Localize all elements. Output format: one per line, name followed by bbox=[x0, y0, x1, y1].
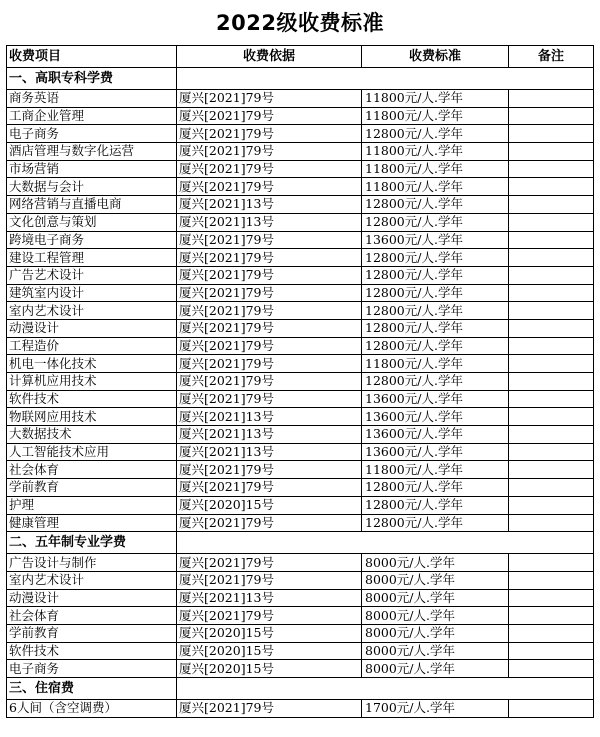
fee-basis-cell: 厦兴[2021]13号 bbox=[177, 213, 362, 231]
fee-note-cell bbox=[509, 178, 594, 196]
fee-note-cell bbox=[509, 642, 594, 660]
table-row bbox=[7, 443, 594, 461]
fee-basis-cell: 厦兴[2020]15号 bbox=[177, 660, 362, 678]
fee-item-cell: 健康管理 bbox=[7, 514, 177, 532]
fee-basis-cell: 厦兴[2021]79号 bbox=[177, 302, 362, 320]
fee-note-cell bbox=[509, 231, 594, 249]
fee-amount-cell: 11800元/人.学年 bbox=[362, 143, 509, 161]
table-row bbox=[7, 496, 594, 514]
fee-note-cell bbox=[509, 160, 594, 178]
fee-note-cell bbox=[509, 249, 594, 267]
section-spacer-cell bbox=[177, 532, 594, 554]
section-title: 二、五年制专业学费 bbox=[7, 532, 177, 554]
table-row bbox=[7, 160, 594, 178]
fee-item-cell: 6人间（含空调费） bbox=[7, 700, 177, 718]
fee-item-cell: 社会体育 bbox=[7, 607, 177, 625]
fee-amount-cell: 12800元/人.学年 bbox=[362, 125, 509, 143]
column-header-item: 收费项目 bbox=[7, 46, 177, 68]
fee-item-cell: 社会体育 bbox=[7, 461, 177, 479]
fee-amount-cell: 12800元/人.学年 bbox=[362, 302, 509, 320]
fee-amount-cell: 11800元/人.学年 bbox=[362, 178, 509, 196]
fee-basis-cell: 厦兴[2021]79号 bbox=[177, 125, 362, 143]
fee-basis-cell: 厦兴[2021]13号 bbox=[177, 589, 362, 607]
fee-item-cell: 建设工程管理 bbox=[7, 249, 177, 267]
fee-note-cell bbox=[509, 266, 594, 284]
section-header-row bbox=[7, 532, 594, 554]
fee-item-cell: 大数据技术 bbox=[7, 426, 177, 444]
fee-note-cell bbox=[509, 514, 594, 532]
fee-amount-cell: 12800元/人.学年 bbox=[362, 266, 509, 284]
table-row bbox=[7, 624, 594, 642]
section-title: 三、住宿费 bbox=[7, 678, 177, 700]
fee-basis-cell: 厦兴[2021]79号 bbox=[177, 571, 362, 589]
table-row bbox=[7, 143, 594, 161]
fee-item-cell: 机电一体化技术 bbox=[7, 355, 177, 373]
table-row bbox=[7, 700, 594, 718]
fee-basis-cell: 厦兴[2021]79号 bbox=[177, 178, 362, 196]
table-row bbox=[7, 589, 594, 607]
fee-table-body bbox=[7, 46, 594, 718]
fee-amount-cell: 13600元/人.学年 bbox=[362, 443, 509, 461]
table-row bbox=[7, 284, 594, 302]
fee-note-cell bbox=[509, 624, 594, 642]
fee-amount-cell: 13600元/人.学年 bbox=[362, 426, 509, 444]
fee-amount-cell: 12800元/人.学年 bbox=[362, 213, 509, 231]
fee-basis-cell: 厦兴[2021]79号 bbox=[177, 554, 362, 572]
table-row bbox=[7, 461, 594, 479]
fee-basis-cell: 厦兴[2021]79号 bbox=[177, 461, 362, 479]
column-header-basis: 收费依据 bbox=[177, 46, 362, 68]
table-row bbox=[7, 479, 594, 497]
fee-amount-cell: 11800元/人.学年 bbox=[362, 355, 509, 373]
fee-item-cell: 商务英语 bbox=[7, 90, 177, 108]
fee-note-cell bbox=[509, 571, 594, 589]
table-row bbox=[7, 642, 594, 660]
fee-basis-cell: 厦兴[2021]79号 bbox=[177, 107, 362, 125]
fee-basis-cell: 厦兴[2021]79号 bbox=[177, 249, 362, 267]
table-row bbox=[7, 408, 594, 426]
fee-note-cell bbox=[509, 496, 594, 514]
fee-note-cell bbox=[509, 408, 594, 426]
table-row bbox=[7, 231, 594, 249]
fee-amount-cell: 8000元/人.学年 bbox=[362, 571, 509, 589]
fee-note-cell bbox=[509, 355, 594, 373]
fee-basis-cell: 厦兴[2021]79号 bbox=[177, 319, 362, 337]
fee-item-cell: 学前教育 bbox=[7, 624, 177, 642]
fee-amount-cell: 11800元/人.学年 bbox=[362, 160, 509, 178]
fee-amount-cell: 8000元/人.学年 bbox=[362, 589, 509, 607]
section-title: 一、高职专科学费 bbox=[7, 68, 177, 90]
fee-amount-cell: 12800元/人.学年 bbox=[362, 337, 509, 355]
fee-note-cell bbox=[509, 213, 594, 231]
table-row bbox=[7, 355, 594, 373]
fee-amount-cell: 11800元/人.学年 bbox=[362, 461, 509, 479]
fee-note-cell bbox=[509, 426, 594, 444]
fee-amount-cell: 8000元/人.学年 bbox=[362, 660, 509, 678]
fee-basis-cell: 厦兴[2021]79号 bbox=[177, 231, 362, 249]
fee-note-cell bbox=[509, 700, 594, 718]
fee-note-cell bbox=[509, 479, 594, 497]
fee-item-cell: 学前教育 bbox=[7, 479, 177, 497]
fee-amount-cell: 11800元/人.学年 bbox=[362, 107, 509, 125]
fee-basis-cell: 厦兴[2021]79号 bbox=[177, 337, 362, 355]
fee-basis-cell: 厦兴[2021]79号 bbox=[177, 143, 362, 161]
fee-item-cell: 护理 bbox=[7, 496, 177, 514]
table-row bbox=[7, 514, 594, 532]
fee-note-cell bbox=[509, 337, 594, 355]
fee-item-cell: 市场营销 bbox=[7, 160, 177, 178]
table-row bbox=[7, 554, 594, 572]
fee-amount-cell: 12800元/人.学年 bbox=[362, 284, 509, 302]
fee-amount-cell: 13600元/人.学年 bbox=[362, 231, 509, 249]
fee-item-cell: 室内艺术设计 bbox=[7, 571, 177, 589]
table-row bbox=[7, 660, 594, 678]
table-row bbox=[7, 196, 594, 214]
fee-item-cell: 大数据与会计 bbox=[7, 178, 177, 196]
section-spacer-cell bbox=[177, 68, 594, 90]
fee-note-cell bbox=[509, 373, 594, 391]
fee-basis-cell: 厦兴[2021]79号 bbox=[177, 266, 362, 284]
fee-note-cell bbox=[509, 143, 594, 161]
fee-note-cell bbox=[509, 461, 594, 479]
fee-basis-cell: 厦兴[2021]13号 bbox=[177, 408, 362, 426]
fee-note-cell bbox=[509, 319, 594, 337]
fee-item-cell: 网络营销与直播电商 bbox=[7, 196, 177, 214]
fee-amount-cell: 8000元/人.学年 bbox=[362, 624, 509, 642]
fee-amount-cell: 12800元/人.学年 bbox=[362, 373, 509, 391]
fee-basis-cell: 厦兴[2020]15号 bbox=[177, 642, 362, 660]
fee-basis-cell: 厦兴[2021]79号 bbox=[177, 284, 362, 302]
fee-amount-cell: 12800元/人.学年 bbox=[362, 319, 509, 337]
fee-note-cell bbox=[509, 125, 594, 143]
fee-item-cell: 软件技术 bbox=[7, 390, 177, 408]
fee-note-cell bbox=[509, 107, 594, 125]
fee-note-cell bbox=[509, 90, 594, 108]
fee-basis-cell: 厦兴[2021]79号 bbox=[177, 479, 362, 497]
fee-note-cell bbox=[509, 284, 594, 302]
fee-item-cell: 动漫设计 bbox=[7, 319, 177, 337]
table-row bbox=[7, 90, 594, 108]
fee-basis-cell: 厦兴[2020]15号 bbox=[177, 624, 362, 642]
fee-item-cell: 物联网应用技术 bbox=[7, 408, 177, 426]
table-header-row bbox=[7, 46, 594, 68]
table-row bbox=[7, 607, 594, 625]
fee-item-cell: 工程造价 bbox=[7, 337, 177, 355]
fee-basis-cell: 厦兴[2021]79号 bbox=[177, 373, 362, 391]
table-row bbox=[7, 319, 594, 337]
fee-basis-cell: 厦兴[2020]15号 bbox=[177, 496, 362, 514]
fee-item-cell: 电子商务 bbox=[7, 125, 177, 143]
fee-amount-cell: 8000元/人.学年 bbox=[362, 554, 509, 572]
fee-note-cell bbox=[509, 302, 594, 320]
fee-amount-cell: 13600元/人.学年 bbox=[362, 408, 509, 426]
table-row bbox=[7, 373, 594, 391]
fee-basis-cell: 厦兴[2021]79号 bbox=[177, 514, 362, 532]
fee-basis-cell: 厦兴[2021]13号 bbox=[177, 196, 362, 214]
table-row bbox=[7, 571, 594, 589]
fee-note-cell bbox=[509, 443, 594, 461]
fee-item-cell: 人工智能技术应用 bbox=[7, 443, 177, 461]
table-row bbox=[7, 266, 594, 284]
section-spacer-cell bbox=[177, 678, 594, 700]
fee-item-cell: 广告设计与制作 bbox=[7, 554, 177, 572]
fee-item-cell: 室内艺术设计 bbox=[7, 302, 177, 320]
fee-item-cell: 动漫设计 bbox=[7, 589, 177, 607]
fee-note-cell bbox=[509, 196, 594, 214]
fee-amount-cell: 13600元/人.学年 bbox=[362, 390, 509, 408]
fee-basis-cell: 厦兴[2021]79号 bbox=[177, 160, 362, 178]
fee-amount-cell: 12800元/人.学年 bbox=[362, 479, 509, 497]
table-row bbox=[7, 213, 594, 231]
table-row bbox=[7, 390, 594, 408]
table-row bbox=[7, 178, 594, 196]
table-row bbox=[7, 125, 594, 143]
fee-amount-cell: 12800元/人.学年 bbox=[362, 196, 509, 214]
fee-item-cell: 电子商务 bbox=[7, 660, 177, 678]
fee-basis-cell: 厦兴[2021]79号 bbox=[177, 700, 362, 718]
fee-basis-cell: 厦兴[2021]79号 bbox=[177, 607, 362, 625]
fee-item-cell: 广告艺术设计 bbox=[7, 266, 177, 284]
fee-note-cell bbox=[509, 660, 594, 678]
fee-note-cell bbox=[509, 607, 594, 625]
table-row bbox=[7, 107, 594, 125]
fee-item-cell: 软件技术 bbox=[7, 642, 177, 660]
fee-item-cell: 文化创意与策划 bbox=[7, 213, 177, 231]
fee-note-cell bbox=[509, 589, 594, 607]
column-header-fee: 收费标准 bbox=[362, 46, 509, 68]
fee-item-cell: 酒店管理与数字化运营 bbox=[7, 143, 177, 161]
fee-amount-cell: 12800元/人.学年 bbox=[362, 514, 509, 532]
section-header-row bbox=[7, 68, 594, 90]
page-title: 2022级收费标准 bbox=[216, 11, 384, 35]
fee-basis-cell: 厦兴[2021]79号 bbox=[177, 390, 362, 408]
fee-item-cell: 计算机应用技术 bbox=[7, 373, 177, 391]
fee-table bbox=[6, 45, 594, 718]
column-header-note: 备注 bbox=[509, 46, 594, 68]
table-row bbox=[7, 302, 594, 320]
table-row bbox=[7, 337, 594, 355]
fee-basis-cell: 厦兴[2021]79号 bbox=[177, 90, 362, 108]
fee-basis-cell: 厦兴[2021]79号 bbox=[177, 355, 362, 373]
fee-item-cell: 建筑室内设计 bbox=[7, 284, 177, 302]
fee-basis-cell: 厦兴[2021]13号 bbox=[177, 426, 362, 444]
fee-amount-cell: 11800元/人.学年 bbox=[362, 90, 509, 108]
fee-item-cell: 跨境电子商务 bbox=[7, 231, 177, 249]
table-row bbox=[7, 249, 594, 267]
fee-amount-cell: 12800元/人.学年 bbox=[362, 249, 509, 267]
fee-amount-cell: 1700元/人.学年 bbox=[362, 700, 509, 718]
fee-note-cell bbox=[509, 390, 594, 408]
fee-note-cell bbox=[509, 554, 594, 572]
fee-basis-cell: 厦兴[2021]13号 bbox=[177, 443, 362, 461]
table-row bbox=[7, 426, 594, 444]
fee-amount-cell: 12800元/人.学年 bbox=[362, 496, 509, 514]
fee-amount-cell: 8000元/人.学年 bbox=[362, 607, 509, 625]
section-header-row bbox=[7, 678, 594, 700]
fee-item-cell: 工商企业管理 bbox=[7, 107, 177, 125]
fee-amount-cell: 8000元/人.学年 bbox=[362, 642, 509, 660]
